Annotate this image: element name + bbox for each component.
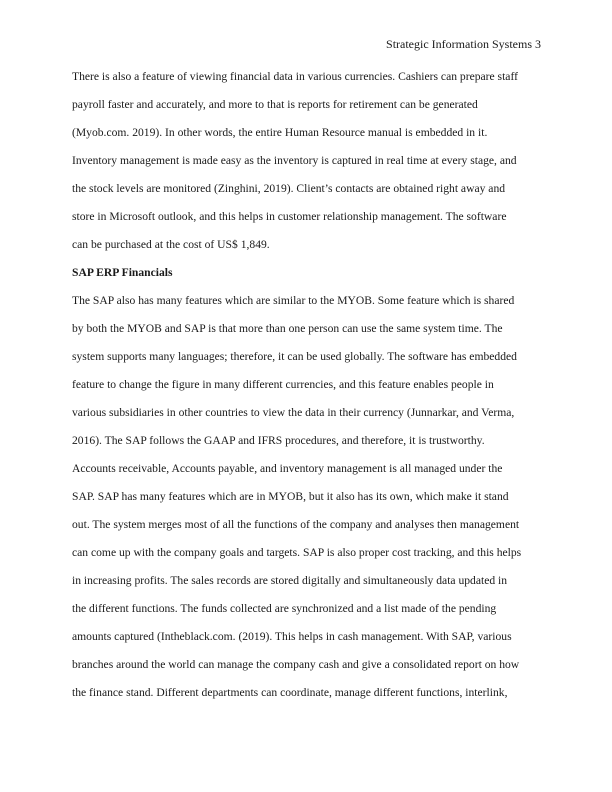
text-line: the different functions. The funds collected are synchronized and a list made of the pending xyxy=(72,602,497,615)
text-line: There is also a feature of viewing financial data in various currencies. Cashiers can prepare staff xyxy=(72,70,518,83)
text-line: branches around the world can manage the company cash and give a consolidated report on how xyxy=(72,658,520,671)
text-line: various subsidiaries in other countries to view the data in their currency (Junnarkar, and Verma, xyxy=(72,406,515,419)
section-heading: SAP ERP Financials xyxy=(72,266,173,279)
text-line: store in Microsoft outlook, and this helps in customer relationship management. The software xyxy=(72,210,507,223)
paragraph xyxy=(72,287,540,707)
text-line: system supports many languages; therefore, it can be used globally. The software has embedded xyxy=(72,350,517,363)
text-line: feature to change the figure in many different currencies, and this feature enables people in xyxy=(72,378,494,391)
text-line: Inventory management is made easy as the inventory is captured in real time at every stage, and xyxy=(72,154,517,167)
text-line: payroll faster and accurately, and more to that is reports for retirement can be generated xyxy=(72,98,478,111)
text-line: (Myob.com. 2019). In other words, the entire Human Resource manual is embedded in it. xyxy=(72,126,488,139)
text-line: amounts captured (Intheblack.com. (2019). This helps in cash management. With SAP, various xyxy=(72,630,512,643)
paragraph xyxy=(72,63,540,259)
running-head: Strategic Information Systems 3 xyxy=(386,37,541,51)
text-line: in increasing profits. The sales records are stored digitally and simultaneously data updated in xyxy=(72,574,508,587)
text-line: The SAP also has many features which are similar to the MYOB. Some feature which is shared xyxy=(72,294,515,307)
body-text xyxy=(72,63,540,707)
text-line: the finance stand. Different departments can coordinate, manage different functions, interlink, xyxy=(72,686,508,699)
text-line: the stock levels are monitored (Zinghini, 2019). Client’s contacts are obtained right away and xyxy=(72,182,506,195)
text-line: 2016). The SAP follows the GAAP and IFRS procedures, and therefore, it is trustworthy. xyxy=(72,434,485,447)
text-line: Accounts receivable, Accounts payable, and inventory management is all managed under the xyxy=(72,462,503,475)
text-line: can come up with the company goals and targets. SAP is also proper cost tracking, and this helps xyxy=(72,546,522,559)
text-line: by both the MYOB and SAP is that more than one person can use the same system time. The xyxy=(72,322,503,335)
text-line: can be purchased at the cost of US$ 1,849. xyxy=(72,238,270,251)
text-line: out. The system merges most of all the functions of the company and analyses then management xyxy=(72,518,520,531)
text-line: SAP. SAP has many features which are in MYOB, but it also has its own, which make it stand xyxy=(72,490,509,503)
